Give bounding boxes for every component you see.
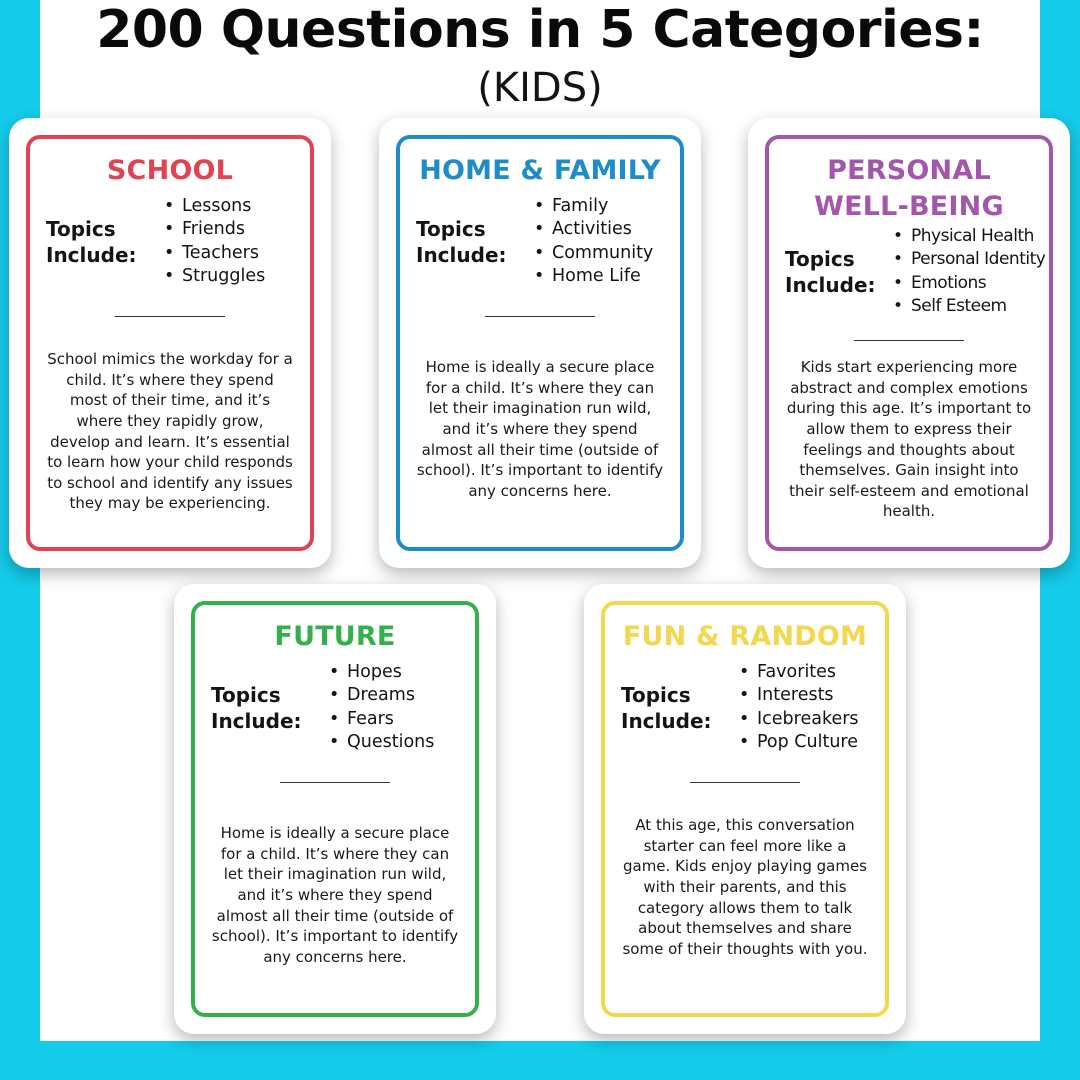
bullet-icon: • bbox=[329, 708, 340, 729]
topic-item bbox=[893, 248, 1045, 271]
page-subtitle: (KIDS) bbox=[477, 65, 603, 111]
topics-list bbox=[329, 661, 434, 754]
topic-item bbox=[534, 218, 653, 241]
card-description: At this age, this conversation starter can feel more like a game. Kids enjoy playing games with their parents, and this category allows them to talk about themselves and share some of their thoughts with you. bbox=[622, 816, 868, 958]
bullet-icon: • bbox=[893, 295, 903, 316]
card-description: Home is ideally a secure place for a child. It’s where they can let their imagination run wild, and it’s where they spend almost all their time (outside of school). It’s important to identify any concerns here. bbox=[416, 358, 664, 500]
topic-label: Pop Culture bbox=[757, 731, 859, 752]
topic-item bbox=[329, 684, 434, 707]
topic-item bbox=[893, 225, 1045, 248]
bullet-icon: • bbox=[329, 731, 340, 752]
topic-label: Emotions bbox=[911, 272, 987, 293]
card-description: Kids start experiencing more abstract and complex emotions during this age. It’s important to allow them to express their feelings and thoughts about themselves. Gain insight into their self-esteem and emotional health. bbox=[786, 358, 1032, 521]
topic-label: Physical Health bbox=[911, 226, 1034, 246]
topic-label: Home Life bbox=[552, 265, 641, 286]
topic-item bbox=[329, 661, 434, 684]
topics-row bbox=[783, 225, 1046, 318]
topics-list bbox=[739, 661, 859, 754]
bullet-icon: • bbox=[534, 242, 545, 263]
card-title: HOME & FAMILY bbox=[419, 155, 661, 186]
bullet-icon: • bbox=[329, 685, 340, 706]
topic-label: Dreams bbox=[347, 685, 415, 706]
bullet-icon: • bbox=[329, 662, 340, 682]
topic-label: Favorites bbox=[757, 662, 837, 682]
bullet-icon: • bbox=[893, 249, 903, 270]
divider bbox=[485, 316, 595, 317]
category-card-school bbox=[9, 118, 331, 568]
topic-label: Struggles bbox=[182, 265, 266, 286]
category-card-home-family bbox=[379, 118, 701, 568]
bullet-icon: • bbox=[164, 219, 175, 240]
topics-label: Topics Include: bbox=[46, 216, 137, 267]
card-border bbox=[26, 135, 314, 551]
bullet-icon: • bbox=[164, 196, 175, 216]
category-card-personal-wellbeing bbox=[748, 118, 1070, 568]
topic-label: Questions bbox=[347, 731, 435, 752]
card-title: PERSONAL WELL-BEING bbox=[814, 155, 1004, 222]
bullet-icon: • bbox=[893, 226, 903, 246]
topic-item bbox=[534, 265, 653, 288]
bullet-icon: • bbox=[534, 219, 545, 240]
page-title: 200 Questions in 5 Categories: bbox=[96, 0, 984, 60]
bullet-icon: • bbox=[534, 265, 545, 286]
card-title: FUTURE bbox=[274, 621, 396, 652]
topics-row bbox=[44, 195, 296, 288]
topic-label: Personal Identity bbox=[911, 249, 1046, 270]
topic-label: Hopes bbox=[347, 662, 402, 682]
card-description: School mimics the workday for a child. It’s where they spend most of their time, and it’s where they rapidly grow, develop and learn. It’s essential to learn how your child responds to school and identify any issues they may be experiencing. bbox=[47, 350, 293, 513]
topics-row bbox=[209, 661, 461, 754]
category-card-future bbox=[174, 584, 496, 1034]
bullet-icon: • bbox=[164, 265, 175, 286]
topic-item bbox=[739, 708, 859, 731]
topic-item bbox=[893, 295, 1045, 318]
topic-item bbox=[164, 242, 265, 265]
topic-label: Interests bbox=[757, 685, 834, 706]
topics-list bbox=[534, 195, 653, 288]
bullet-icon: • bbox=[739, 662, 750, 682]
topic-item bbox=[329, 708, 434, 731]
card-border bbox=[396, 135, 684, 551]
topic-label: Activities bbox=[552, 219, 632, 240]
bullet-icon: • bbox=[739, 685, 750, 706]
bullet-icon: • bbox=[164, 242, 175, 263]
divider bbox=[690, 782, 800, 783]
topic-label: Self Esteem bbox=[911, 295, 1007, 316]
topics-row bbox=[414, 195, 666, 288]
bullet-icon: • bbox=[534, 196, 545, 216]
topic-item bbox=[739, 731, 859, 754]
topic-item bbox=[164, 265, 265, 288]
topic-label: Family bbox=[552, 196, 609, 216]
topic-label: Community bbox=[552, 242, 654, 263]
topics-row bbox=[619, 661, 871, 754]
topic-item bbox=[534, 242, 653, 265]
divider bbox=[280, 782, 390, 783]
topics-label: Topics Include: bbox=[211, 682, 302, 733]
topic-item bbox=[164, 218, 265, 241]
card-title: FUN & RANDOM bbox=[622, 621, 868, 652]
topics-label: Topics Include: bbox=[416, 216, 507, 267]
topic-item bbox=[739, 661, 859, 684]
topic-item bbox=[329, 731, 434, 754]
bullet-icon: • bbox=[739, 731, 750, 752]
card-title: SCHOOL bbox=[106, 155, 234, 186]
topics-label: Topics Include: bbox=[621, 682, 712, 733]
topic-label: Friends bbox=[182, 219, 245, 240]
topic-item bbox=[739, 684, 859, 707]
bullet-icon: • bbox=[739, 708, 750, 729]
category-card-fun-random bbox=[584, 584, 906, 1034]
topic-label: Fears bbox=[347, 708, 394, 729]
card-border bbox=[191, 601, 479, 1017]
divider bbox=[115, 316, 225, 317]
topic-label: Lessons bbox=[182, 196, 252, 216]
topics-list bbox=[164, 195, 265, 288]
topic-label: Icebreakers bbox=[757, 708, 859, 729]
topic-item bbox=[164, 195, 265, 218]
topics-list bbox=[893, 225, 1045, 318]
card-border bbox=[765, 135, 1053, 551]
topic-label: Teachers bbox=[182, 242, 259, 263]
divider bbox=[854, 340, 964, 341]
card-border bbox=[601, 601, 889, 1017]
topic-item bbox=[534, 195, 653, 218]
topic-item bbox=[893, 272, 1045, 295]
card-description: Home is ideally a secure place for a child. It’s where they can let their imagination run wild, and it’s where they spend almost all their time (outside of school). It’s important to identify any concerns here. bbox=[211, 824, 459, 966]
bullet-icon: • bbox=[893, 272, 903, 293]
topics-label: Topics Include: bbox=[785, 246, 876, 297]
